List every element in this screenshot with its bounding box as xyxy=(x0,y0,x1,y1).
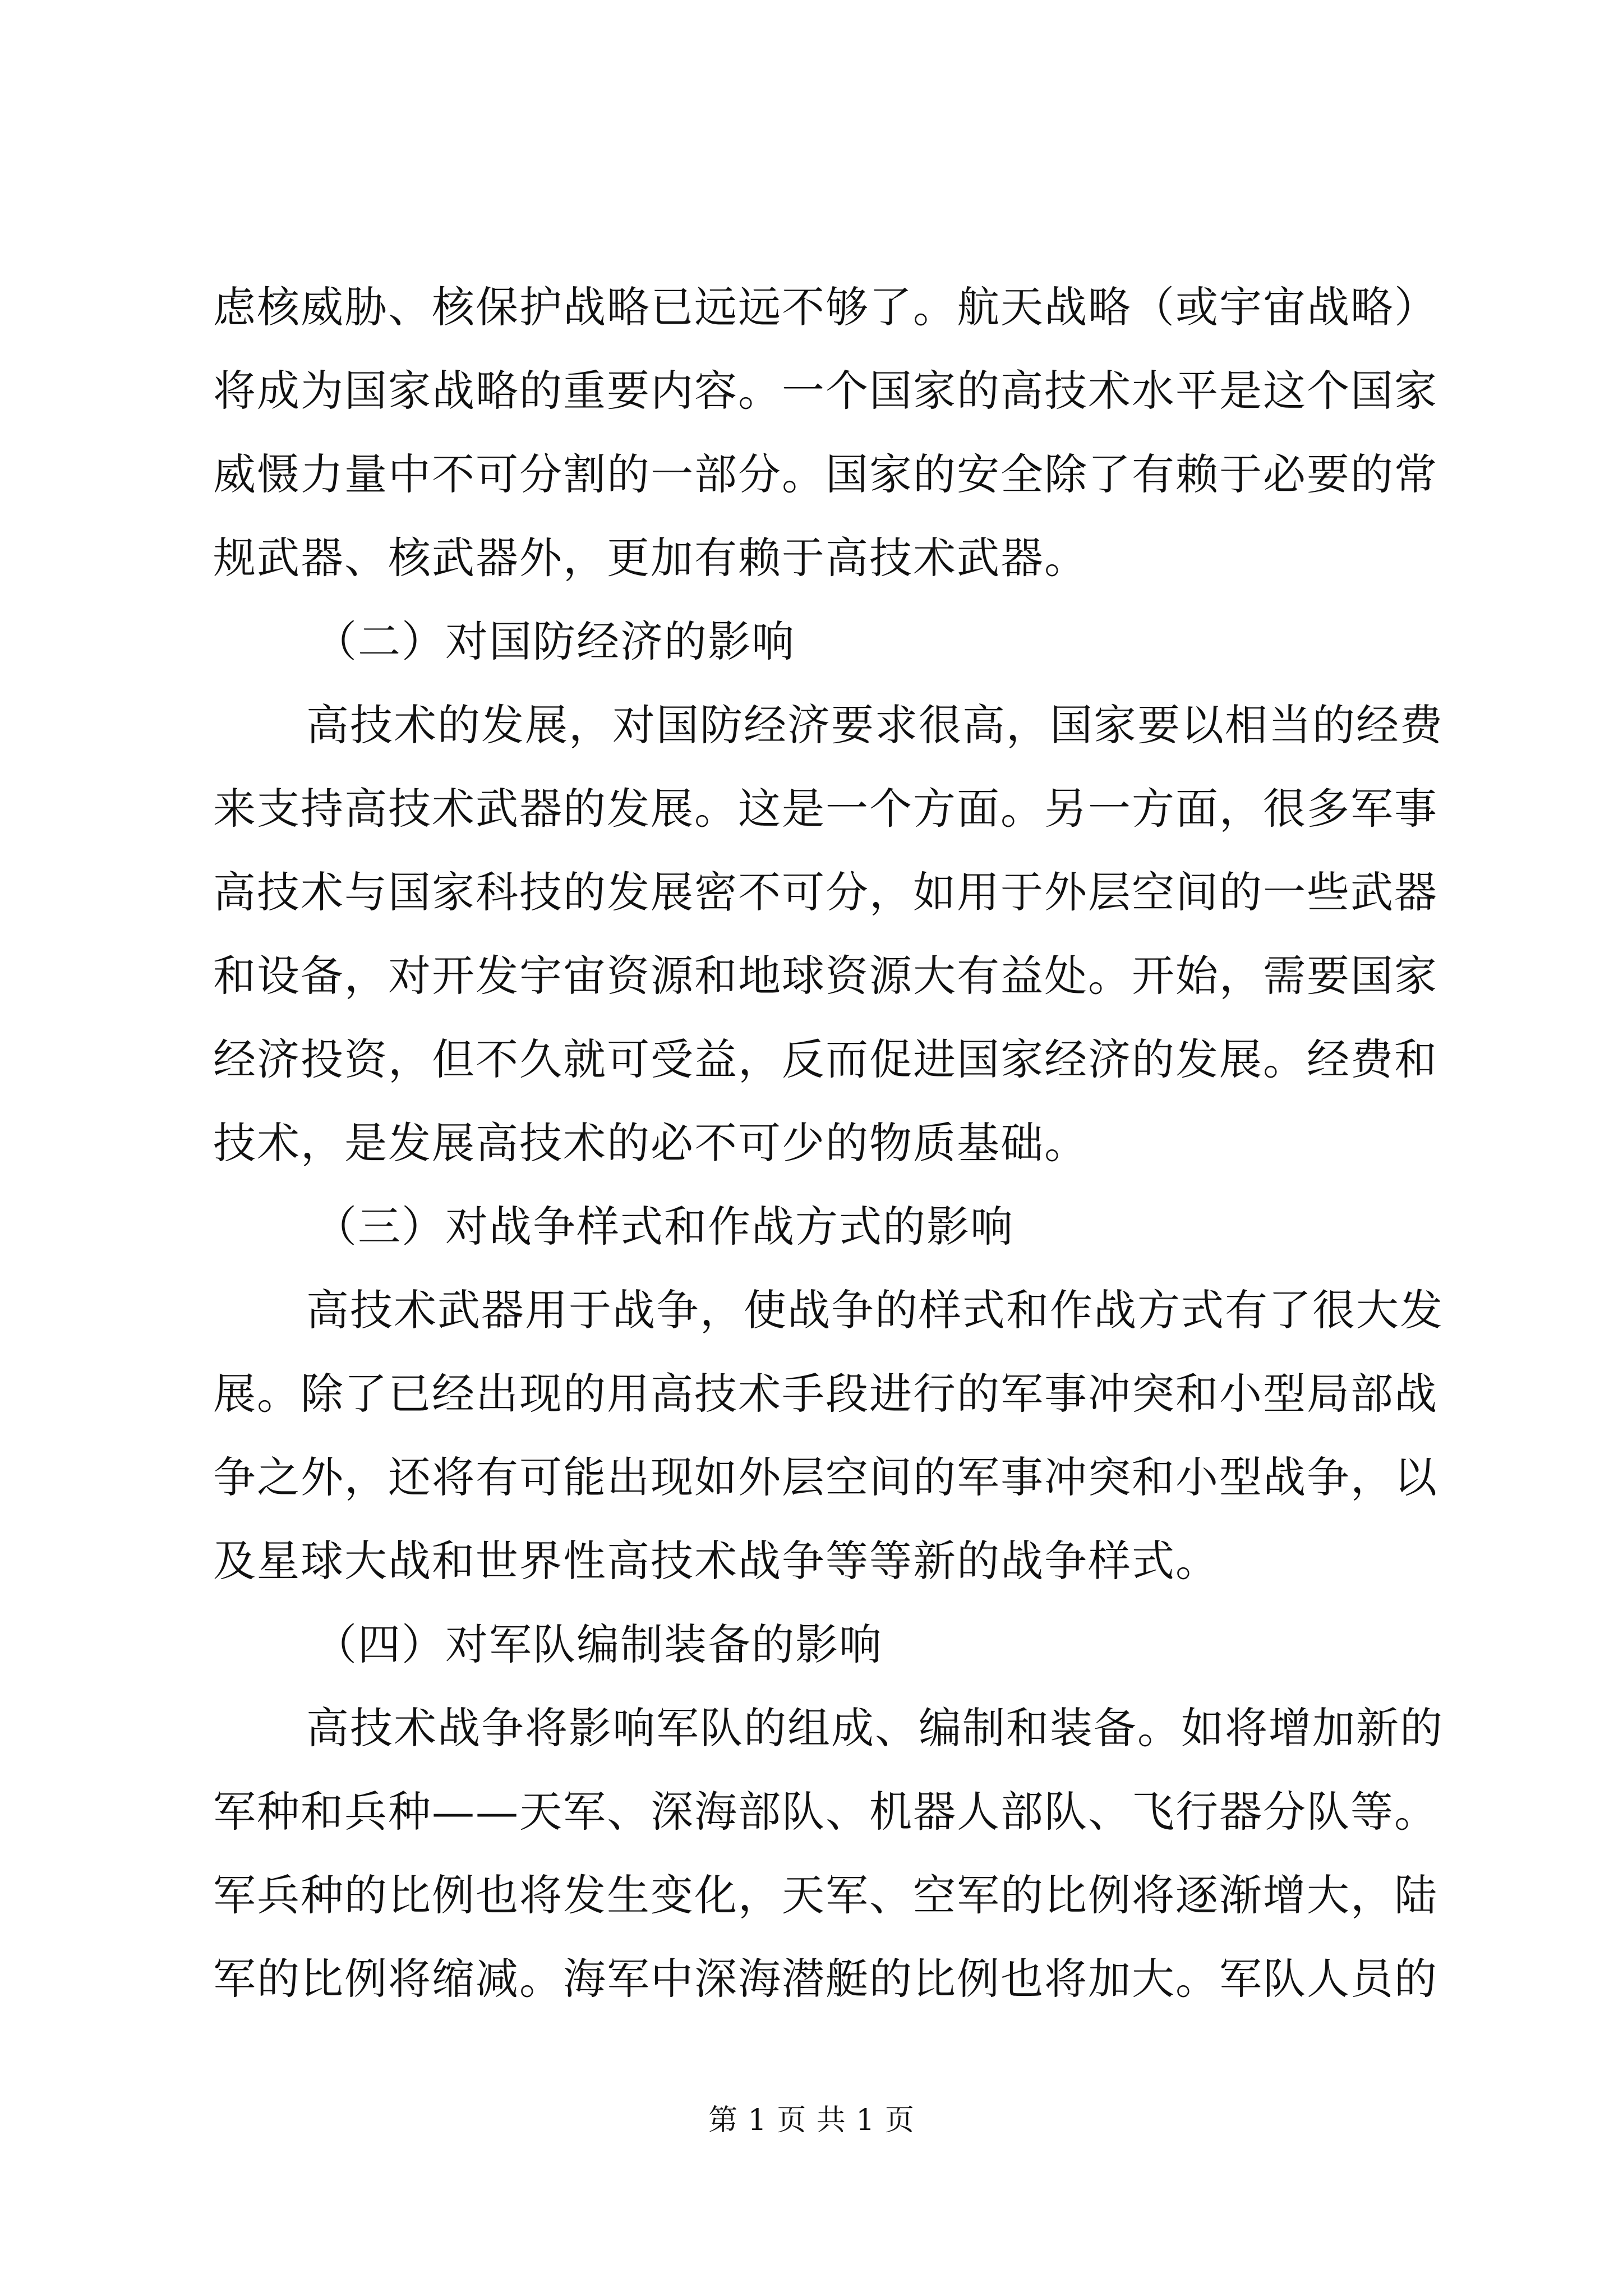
paragraph-line: 高技术战争将影响军队的组成、编制和装备。如将增加新的 xyxy=(306,1703,1444,1753)
paragraph-line: 争之外，还将有可能出现如外层空间的军事冲突和小型战争，以 xyxy=(213,1452,1438,1502)
paragraph-line: 和设备，对开发宇宙资源和地球资源大有益处。开始，需要国家 xyxy=(213,951,1438,1001)
paragraph-line: 高技术的发展，对国防经济要求很高，国家要以相当的经费 xyxy=(306,700,1444,750)
paragraph-line: 规武器、核武器外，更加有赖于高技术武器。 xyxy=(213,533,1088,583)
section-heading: （三）对战争样式和作战方式的影响 xyxy=(314,1202,1014,1251)
paragraph-line: 将成为国家战略的重要内容。一个国家的高技术水平是这个国家 xyxy=(213,366,1438,416)
paragraph-line: 威慑力量中不可分割的一部分。国家的安全除了有赖于必要的常 xyxy=(213,449,1438,499)
paragraph-line: 及星球大战和世界性高技术战争等等新的战争样式。 xyxy=(213,1536,1219,1586)
section-heading: （二）对国防经济的影响 xyxy=(314,616,795,666)
paragraph-line: 技术，是发展高技术的必不可少的物质基础。 xyxy=(213,1118,1088,1168)
paragraph-line: 虑核威胁、核保护战略已远远不够了。航天战略（或宇宙战略） xyxy=(213,282,1438,332)
paragraph-line: 高技术与国家科技的发展密不可分，如用于外层空间的一些武器 xyxy=(213,867,1438,917)
paragraph-line: 军兵种的比例也将发生变化，天军、空军的比例将逐渐增大，陆 xyxy=(213,1870,1438,1920)
paragraph-line: 经济投资，但不久就可受益，反而促进国家经济的发展。经费和 xyxy=(213,1034,1438,1084)
paragraph-line: 来支持高技术武器的发展。这是一个方面。另一方面，很多军事 xyxy=(213,784,1438,834)
paragraph-line: 高技术武器用于战争，使战争的样式和作战方式有了很大发 xyxy=(306,1285,1444,1335)
page-number-footer: 第 1 页 共 1 页 xyxy=(708,2104,915,2137)
paragraph-line: 展。除了已经出现的用高技术手段进行的军事冲突和小型局部战 xyxy=(213,1369,1438,1419)
section-heading: （四）对军队编制装备的影响 xyxy=(314,1619,883,1669)
paragraph-line: 军的比例将缩减。海军中深海潜艇的比例也将加大。军队人员的 xyxy=(213,1954,1438,2004)
paragraph-line: 军种和兵种——天军、深海部队、机器人部队、飞行器分队等。 xyxy=(213,1787,1438,1837)
